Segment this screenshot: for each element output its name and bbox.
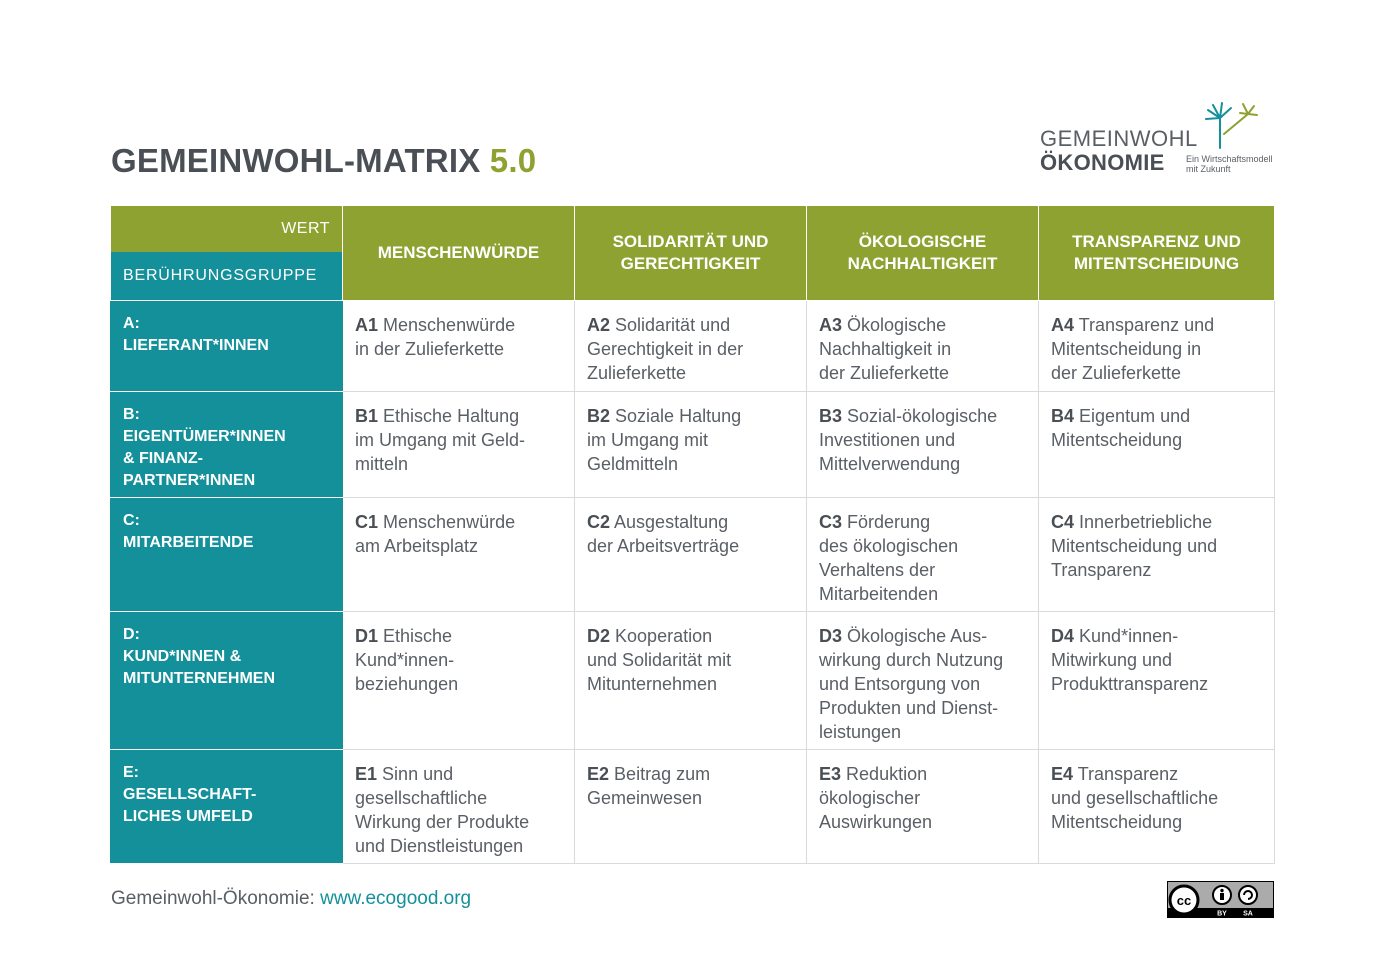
value-header-1-line1: MENSCHENWÜRDE [377,243,540,262]
matrix-topic-cell [807,612,1039,750]
logo-tagline-1: Ein Wirtschaftsmodell [1186,154,1273,164]
stakeholder-group-line: B: [123,406,140,423]
corner-group-label: BERÜHRUNGSGRUPPE [111,252,342,300]
topic-text-line: ökologischer [819,788,921,808]
topic-code: B4 [1051,406,1075,426]
topic-text: Transparenz [1077,764,1179,784]
matrix-row [111,392,1275,498]
topic-code: D3 [819,626,843,646]
topic-text-line: Kund*innen- [355,650,455,670]
topic-code: D1 [355,626,379,646]
topic-text-line: Transparenz [1051,560,1152,580]
topic-first-line [587,510,794,534]
topic-text-line: Auswirkungen [819,812,933,832]
topic-first-line [587,404,794,428]
title-version: 5.0 [489,142,537,179]
matrix-topic-cell [575,750,807,864]
topic-text-line: Mitentscheidung und [1051,536,1218,556]
topic-text-line: und gesellschaftliche [1051,788,1219,808]
topic-code: E4 [1051,764,1074,784]
matrix-header-row [111,206,1275,301]
topic-text: Ethische [383,626,453,646]
matrix-topic-cell [807,498,1039,612]
topic-text-line: Produkttransparenz [1051,674,1209,694]
title-main: GEMEINWOHL-MATRIX [111,142,481,179]
topic-text-line: Gemeinwesen [587,788,703,808]
topic-first-line [1051,404,1262,428]
matrix-topic-cell [1039,301,1275,392]
topic-text: Sinn und [382,764,454,784]
footer-website-link[interactable]: www.ecogood.org [320,888,472,909]
topic-text-line: Mitunternehmen [587,674,718,694]
topic-text: Sozial-ökologische [847,406,998,426]
stakeholder-group-line: LICHES UMFELD [123,808,253,825]
topic-text-line: beziehungen [355,674,459,694]
topic-code: E2 [587,764,610,784]
matrix-row [111,750,1275,864]
topic-text: Förderung [847,512,931,532]
topic-text-line: Verhaltens der [819,560,936,580]
stakeholder-group-line: E: [123,764,139,781]
footer-label: Gemeinwohl-Ökonomie: [111,888,315,909]
stakeholder-group-line: LIEFERANT*INNEN [123,337,269,354]
topic-text-line: am Arbeitsplatz [355,536,479,556]
matrix-topic-cell [343,750,575,864]
topic-text: Menschenwürde [383,315,516,335]
stakeholder-group-line: & FINANZ- [123,450,203,467]
topic-text-line: Produkten und Dienst- [819,698,999,718]
stakeholder-group-line: KUND*INNEN & [123,648,242,665]
matrix-row [111,612,1275,750]
footer [111,888,471,910]
topic-code: A4 [1051,315,1075,335]
topic-code: D2 [587,626,611,646]
stakeholder-group-cell [111,301,343,392]
topic-text: Innerbetriebliche [1079,512,1213,532]
topic-code: C4 [1051,512,1075,532]
matrix-topic-cell [1039,498,1275,612]
value-header-2-line2: GERECHTIGKEIT [620,254,761,273]
topic-text: Ökologische Aus- [847,626,988,646]
logo-tagline-2: mit Zukunft [1186,164,1231,174]
topic-text-line: Nachhaltigkeit in [819,339,952,359]
topic-code: A1 [355,315,379,335]
topic-text-line: und Dienstleistungen [355,836,524,856]
stakeholder-group-line: MITARBEITENDE [123,534,254,551]
topic-code: B2 [587,406,611,426]
value-header-2 [575,206,807,301]
stakeholder-group-line: C: [123,512,140,529]
topic-text-line: Geldmitteln [587,454,679,474]
gwoe-logo [1040,100,1280,180]
stakeholder-group-line: GESELLSCHAFT- [123,786,257,803]
matrix-topic-cell [343,301,575,392]
value-header-4-line1: TRANSPARENZ UND [1072,232,1241,251]
matrix-topic-cell [1039,392,1275,498]
topic-first-line [587,762,794,786]
topic-code: C1 [355,512,379,532]
topic-first-line [819,404,1026,428]
topic-text: Beitrag zum [614,764,711,784]
matrix-topic-cell [807,750,1039,864]
topic-first-line [819,624,1026,648]
value-header-4 [1039,206,1275,301]
corner-value-label: WERT [111,206,342,252]
matrix-topic-cell [575,498,807,612]
topic-text: Transparenz und [1078,315,1215,335]
topic-first-line [587,624,794,648]
topic-text: Soziale Haltung [615,406,742,426]
topic-first-line [819,313,1026,337]
topic-text: Ethische Haltung [383,406,520,426]
logo-tagline [1186,154,1281,174]
topic-first-line [819,510,1026,534]
matrix-topic-cell [575,392,807,498]
stakeholder-group-cell [111,750,343,864]
stakeholder-group-line: PARTNER*INNEN [123,472,256,489]
topic-text-line: der Arbeitsverträge [587,536,740,556]
logo-text-gemeinwohl: GEMEINWOHL [1040,126,1198,151]
topic-text-line: leistungen [819,722,902,742]
topic-text: Menschenwürde [383,512,516,532]
matrix-corner [111,206,343,301]
value-header-3-line2: NACHHALTIGKEIT [847,254,998,273]
topic-text-line: Mitentscheidung in [1051,339,1202,359]
topic-first-line [355,510,562,534]
topic-text-line: Mittelverwendung [819,454,961,474]
matrix-body [111,301,1275,864]
topic-code: B3 [819,406,843,426]
matrix-topic-cell [575,612,807,750]
topic-text-line: Mitwirkung und [1051,650,1173,670]
topic-text: Reduktion [846,764,928,784]
stakeholder-group-line: D: [123,626,140,643]
stakeholder-group-line: A: [123,315,140,332]
topic-code: C3 [819,512,843,532]
topic-text: Kund*innen- [1079,626,1179,646]
svg-text:cc: cc [1176,893,1192,908]
dandelion-icon [1200,100,1280,150]
topic-text-line: der Zulieferkette [819,363,950,383]
topic-first-line [587,313,794,337]
topic-text-line: Mitentscheidung [1051,430,1183,450]
topic-text-line: Wirkung der Produkte [355,812,530,832]
stakeholder-group-line: EIGENTÜMER*INNEN [123,428,286,445]
topic-code: C2 [587,512,611,532]
topic-text-line: Gerechtigkeit in der [587,339,744,359]
matrix-row [111,301,1275,392]
cc-by-sa-license-badge [1167,881,1274,918]
matrix-row [111,498,1275,612]
cc-sa-label: SA [1243,910,1253,918]
topic-text-line: der Zulieferkette [1051,363,1182,383]
topic-text: Ökologische [847,315,947,335]
topic-first-line [1051,510,1262,534]
topic-text-line: im Umgang mit [587,430,709,450]
topic-text-line: mitteln [355,454,409,474]
topic-first-line [819,762,1026,786]
topic-code: D4 [1051,626,1075,646]
stakeholder-group-cell [111,392,343,498]
topic-first-line [1051,762,1262,786]
stakeholder-group-cell [111,498,343,612]
cc-by-label: BY [1217,910,1227,918]
topic-first-line [1051,624,1262,648]
matrix-topic-cell [343,498,575,612]
topic-text-line: Zulieferkette [587,363,687,383]
topic-first-line [355,404,562,428]
topic-first-line [1051,313,1262,337]
topic-text-line: und Solidarität mit [587,650,732,670]
gemeinwohl-matrix-table [110,205,1275,864]
matrix-topic-cell [575,301,807,392]
value-header-3 [807,206,1039,301]
topic-text-line: Mitentscheidung [1051,812,1183,832]
value-header-4-line2: MITENTSCHEIDUNG [1073,254,1240,273]
logo-text-oekonomie: ÖKONOMIE [1040,150,1165,175]
topic-code: A2 [587,315,611,335]
topic-text-line: Mitarbeitenden [819,584,939,604]
topic-first-line [355,624,562,648]
value-header-3-line1: ÖKOLOGISCHE [858,232,987,251]
matrix-topic-cell [1039,750,1275,864]
topic-code: B1 [355,406,379,426]
topic-text-line: Investitionen und [819,430,956,450]
topic-text-line: in der Zulieferkette [355,339,505,359]
page-title [111,142,536,180]
topic-code: E1 [355,764,378,784]
value-header-2-line1: SOLIDARITÄT UND [612,232,769,251]
topic-code: E3 [819,764,842,784]
topic-text-line: im Umgang mit Geld- [355,430,526,450]
topic-text-line: und Entsorgung von [819,674,981,694]
topic-first-line [355,313,562,337]
topic-text: Ausgestaltung [614,512,729,532]
topic-text: Kooperation [615,626,713,646]
value-header-1 [343,206,575,301]
topic-text-line: gesellschaftliche [355,788,488,808]
topic-first-line [355,762,562,786]
topic-code: A3 [819,315,843,335]
topic-text-line: wirkung durch Nutzung [819,650,1004,670]
matrix-topic-cell [343,612,575,750]
topic-text: Solidarität und [615,315,731,335]
stakeholder-group-line: MITUNTERNEHMEN [123,670,275,687]
topic-text-line: des ökologischen [819,536,959,556]
matrix-topic-cell [1039,612,1275,750]
matrix-topic-cell [807,301,1039,392]
topic-text: Eigentum und [1079,406,1191,426]
matrix-topic-cell [343,392,575,498]
stakeholder-group-cell [111,612,343,750]
matrix-topic-cell [807,392,1039,498]
